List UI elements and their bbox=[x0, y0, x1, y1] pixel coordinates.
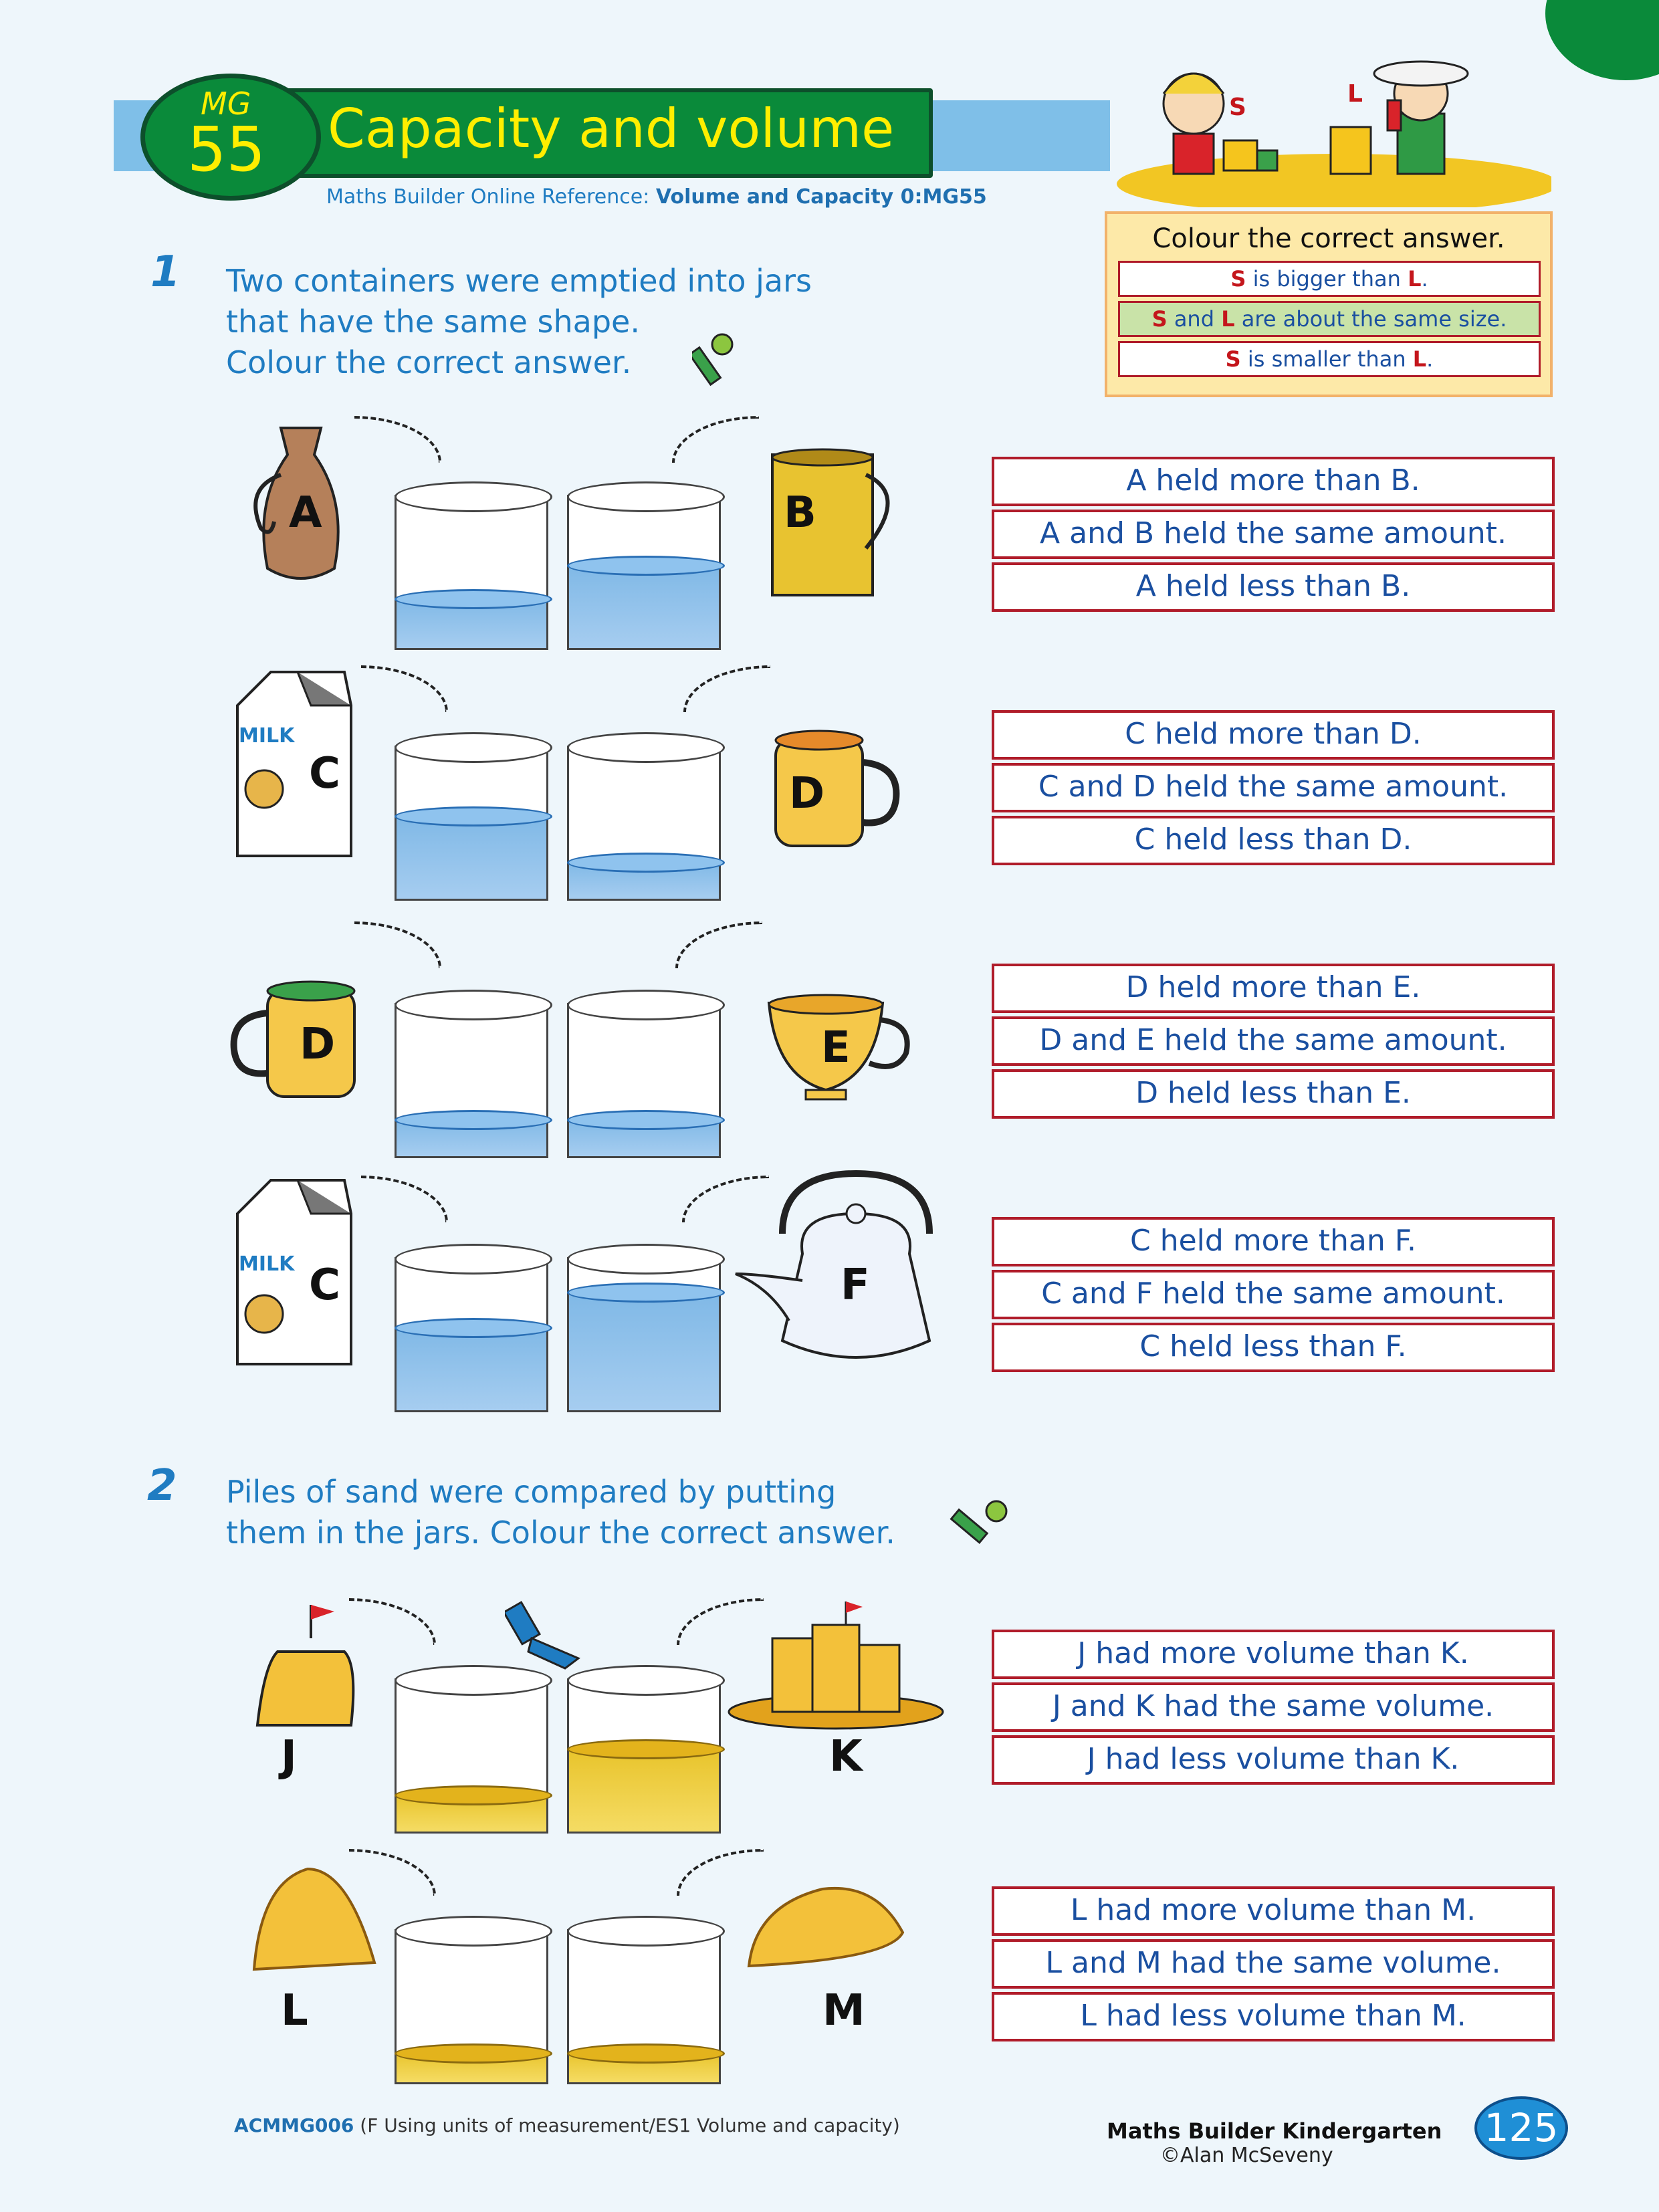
answer-option[interactable]: J and K had the same volume. bbox=[992, 1682, 1555, 1732]
container-label-c: C bbox=[309, 749, 340, 798]
reference-label: Maths Builder Online Reference: bbox=[326, 185, 656, 209]
reference-value: Volume and Capacity 0:MG55 bbox=[655, 185, 987, 209]
container-label-e: E bbox=[821, 1023, 851, 1073]
mug-icon bbox=[227, 976, 368, 1103]
pour-arrow bbox=[354, 416, 441, 463]
hint-option-same: S and L are about the same size. bbox=[1118, 301, 1541, 337]
pour-arrow bbox=[361, 1176, 448, 1222]
water-level bbox=[569, 564, 719, 648]
pour-arrow bbox=[675, 921, 762, 968]
jar-left bbox=[395, 1929, 548, 2084]
beach-scene-illustration bbox=[1117, 40, 1551, 207]
q2-set-lm bbox=[0, 1842, 983, 2043]
question-2-text bbox=[226, 1472, 895, 1553]
answer-option[interactable]: L had less volume than M. bbox=[992, 1992, 1555, 2041]
pencil-icon bbox=[950, 1495, 1013, 1548]
answer-option[interactable]: C held less than F. bbox=[992, 1323, 1555, 1372]
badge-number: 55 bbox=[187, 114, 266, 185]
pour-arrow bbox=[349, 1849, 436, 1896]
sand-level bbox=[569, 2052, 719, 2082]
jar-left bbox=[395, 495, 548, 650]
pile-label-k: K bbox=[829, 1732, 863, 1781]
page-title: Capacity and volume bbox=[328, 98, 895, 160]
q2-set-jk bbox=[0, 1585, 983, 1785]
pile-label-m: M bbox=[822, 1986, 865, 2035]
q1-set-ab bbox=[0, 408, 983, 602]
page-number: 125 bbox=[1474, 2096, 1568, 2160]
answer-option[interactable]: D and E held the same amount. bbox=[992, 1016, 1555, 1066]
spade-icon bbox=[505, 1598, 592, 1672]
curriculum-code bbox=[234, 2114, 900, 2136]
jar-right bbox=[567, 1678, 721, 1834]
water-level bbox=[569, 861, 719, 899]
answer-option[interactable]: J had more volume than K. bbox=[992, 1630, 1555, 1679]
sand-level bbox=[569, 1747, 719, 1832]
container-label-d: D bbox=[300, 1020, 336, 1069]
question-2-line: them in the jars. Colour the correct answer. bbox=[226, 1515, 895, 1551]
sand-level bbox=[397, 2052, 546, 2082]
question-2-line: Piles of sand were compared by putting bbox=[226, 1474, 837, 1510]
large-sandcastle-icon bbox=[726, 1598, 946, 1732]
curriculum-code-id: ACMMG006 bbox=[234, 2114, 354, 2136]
corner-decoration bbox=[1545, 0, 1659, 80]
copyright: ©Alan McSeveny bbox=[1160, 2144, 1333, 2167]
mug-icon bbox=[766, 726, 906, 853]
jar-right bbox=[567, 1257, 721, 1412]
pile-label-l: L bbox=[281, 1986, 308, 2035]
scene-label-l: L bbox=[1347, 80, 1363, 108]
pile-label-j: J bbox=[281, 1732, 297, 1781]
water-level bbox=[397, 597, 546, 648]
jar-left bbox=[395, 746, 548, 901]
q1-set-cf bbox=[0, 1164, 983, 1377]
book-title: Maths Builder Kindergarten bbox=[1107, 2118, 1442, 2144]
answer-option[interactable]: D held more than E. bbox=[992, 964, 1555, 1013]
container-label-a: A bbox=[289, 488, 322, 538]
jar-left bbox=[395, 1003, 548, 1158]
answer-option[interactable]: C and D held the same amount. bbox=[992, 763, 1555, 812]
sand-pile-icon bbox=[742, 1879, 909, 1973]
pour-arrow bbox=[349, 1598, 436, 1645]
pour-arrow bbox=[683, 665, 770, 712]
milk-label: MILK bbox=[239, 1252, 295, 1276]
answer-option[interactable]: C held more than F. bbox=[992, 1217, 1555, 1266]
scene-label-s: S bbox=[1229, 94, 1246, 121]
question-1-line: that have the same shape. bbox=[226, 304, 640, 340]
jar-right bbox=[567, 1003, 721, 1158]
kettle-icon bbox=[729, 1167, 950, 1374]
jar-right bbox=[567, 495, 721, 650]
answer-option[interactable]: D held less than E. bbox=[992, 1069, 1555, 1119]
answer-option[interactable]: C and F held the same amount. bbox=[992, 1270, 1555, 1319]
water-level bbox=[397, 814, 546, 899]
jar-right bbox=[567, 746, 721, 901]
jar-left bbox=[395, 1678, 548, 1834]
pencil-icon bbox=[692, 328, 739, 388]
question-2-number: 2 bbox=[147, 1461, 177, 1511]
answer-option[interactable]: C held more than D. bbox=[992, 710, 1555, 760]
jar-right bbox=[567, 1929, 721, 2084]
q1-set-de bbox=[0, 916, 983, 1117]
hint-title: Colour the correct answer. bbox=[1152, 223, 1505, 254]
answer-option[interactable]: C held less than D. bbox=[992, 816, 1555, 865]
answer-option[interactable]: J had less volume than K. bbox=[992, 1735, 1555, 1785]
question-1-line: Colour the correct answer. bbox=[226, 344, 632, 380]
answer-option[interactable]: A held less than B. bbox=[992, 562, 1555, 612]
jar-left bbox=[395, 1257, 548, 1412]
curriculum-code-desc: (F Using units of measurement/ES1 Volume and capacity) bbox=[354, 2114, 900, 2136]
milk-label: MILK bbox=[239, 724, 295, 748]
answer-option[interactable]: A held more than B. bbox=[992, 457, 1555, 506]
container-label-d: D bbox=[789, 769, 825, 818]
badge-code: MG bbox=[201, 86, 251, 122]
water-level bbox=[569, 1118, 719, 1156]
water-level bbox=[569, 1291, 719, 1410]
water-level bbox=[397, 1326, 546, 1410]
container-label-b: B bbox=[784, 488, 816, 538]
container-label-c: C bbox=[309, 1260, 340, 1310]
answer-option[interactable]: A and B held the same amount. bbox=[992, 510, 1555, 559]
sand-level bbox=[397, 1793, 546, 1832]
hint-option-bigger: S is bigger than L. bbox=[1118, 261, 1541, 297]
hint-option-smaller: S is smaller than L. bbox=[1118, 341, 1541, 377]
pour-arrow bbox=[361, 665, 448, 712]
pour-arrow bbox=[354, 921, 441, 968]
pour-arrow bbox=[672, 416, 759, 463]
online-reference bbox=[326, 185, 987, 209]
q1-set-cd bbox=[0, 659, 983, 859]
water-level bbox=[397, 1118, 546, 1156]
hint-box bbox=[1105, 211, 1553, 397]
sandcastle-icon bbox=[251, 1598, 358, 1732]
question-1-number: 1 bbox=[150, 247, 181, 297]
question-1-line: Two containers were emptied into jars bbox=[226, 263, 812, 299]
container-label-f: F bbox=[841, 1260, 870, 1310]
answer-option[interactable]: L and M had the same volume. bbox=[992, 1939, 1555, 1989]
answer-option[interactable]: L had more volume than M. bbox=[992, 1886, 1555, 1936]
